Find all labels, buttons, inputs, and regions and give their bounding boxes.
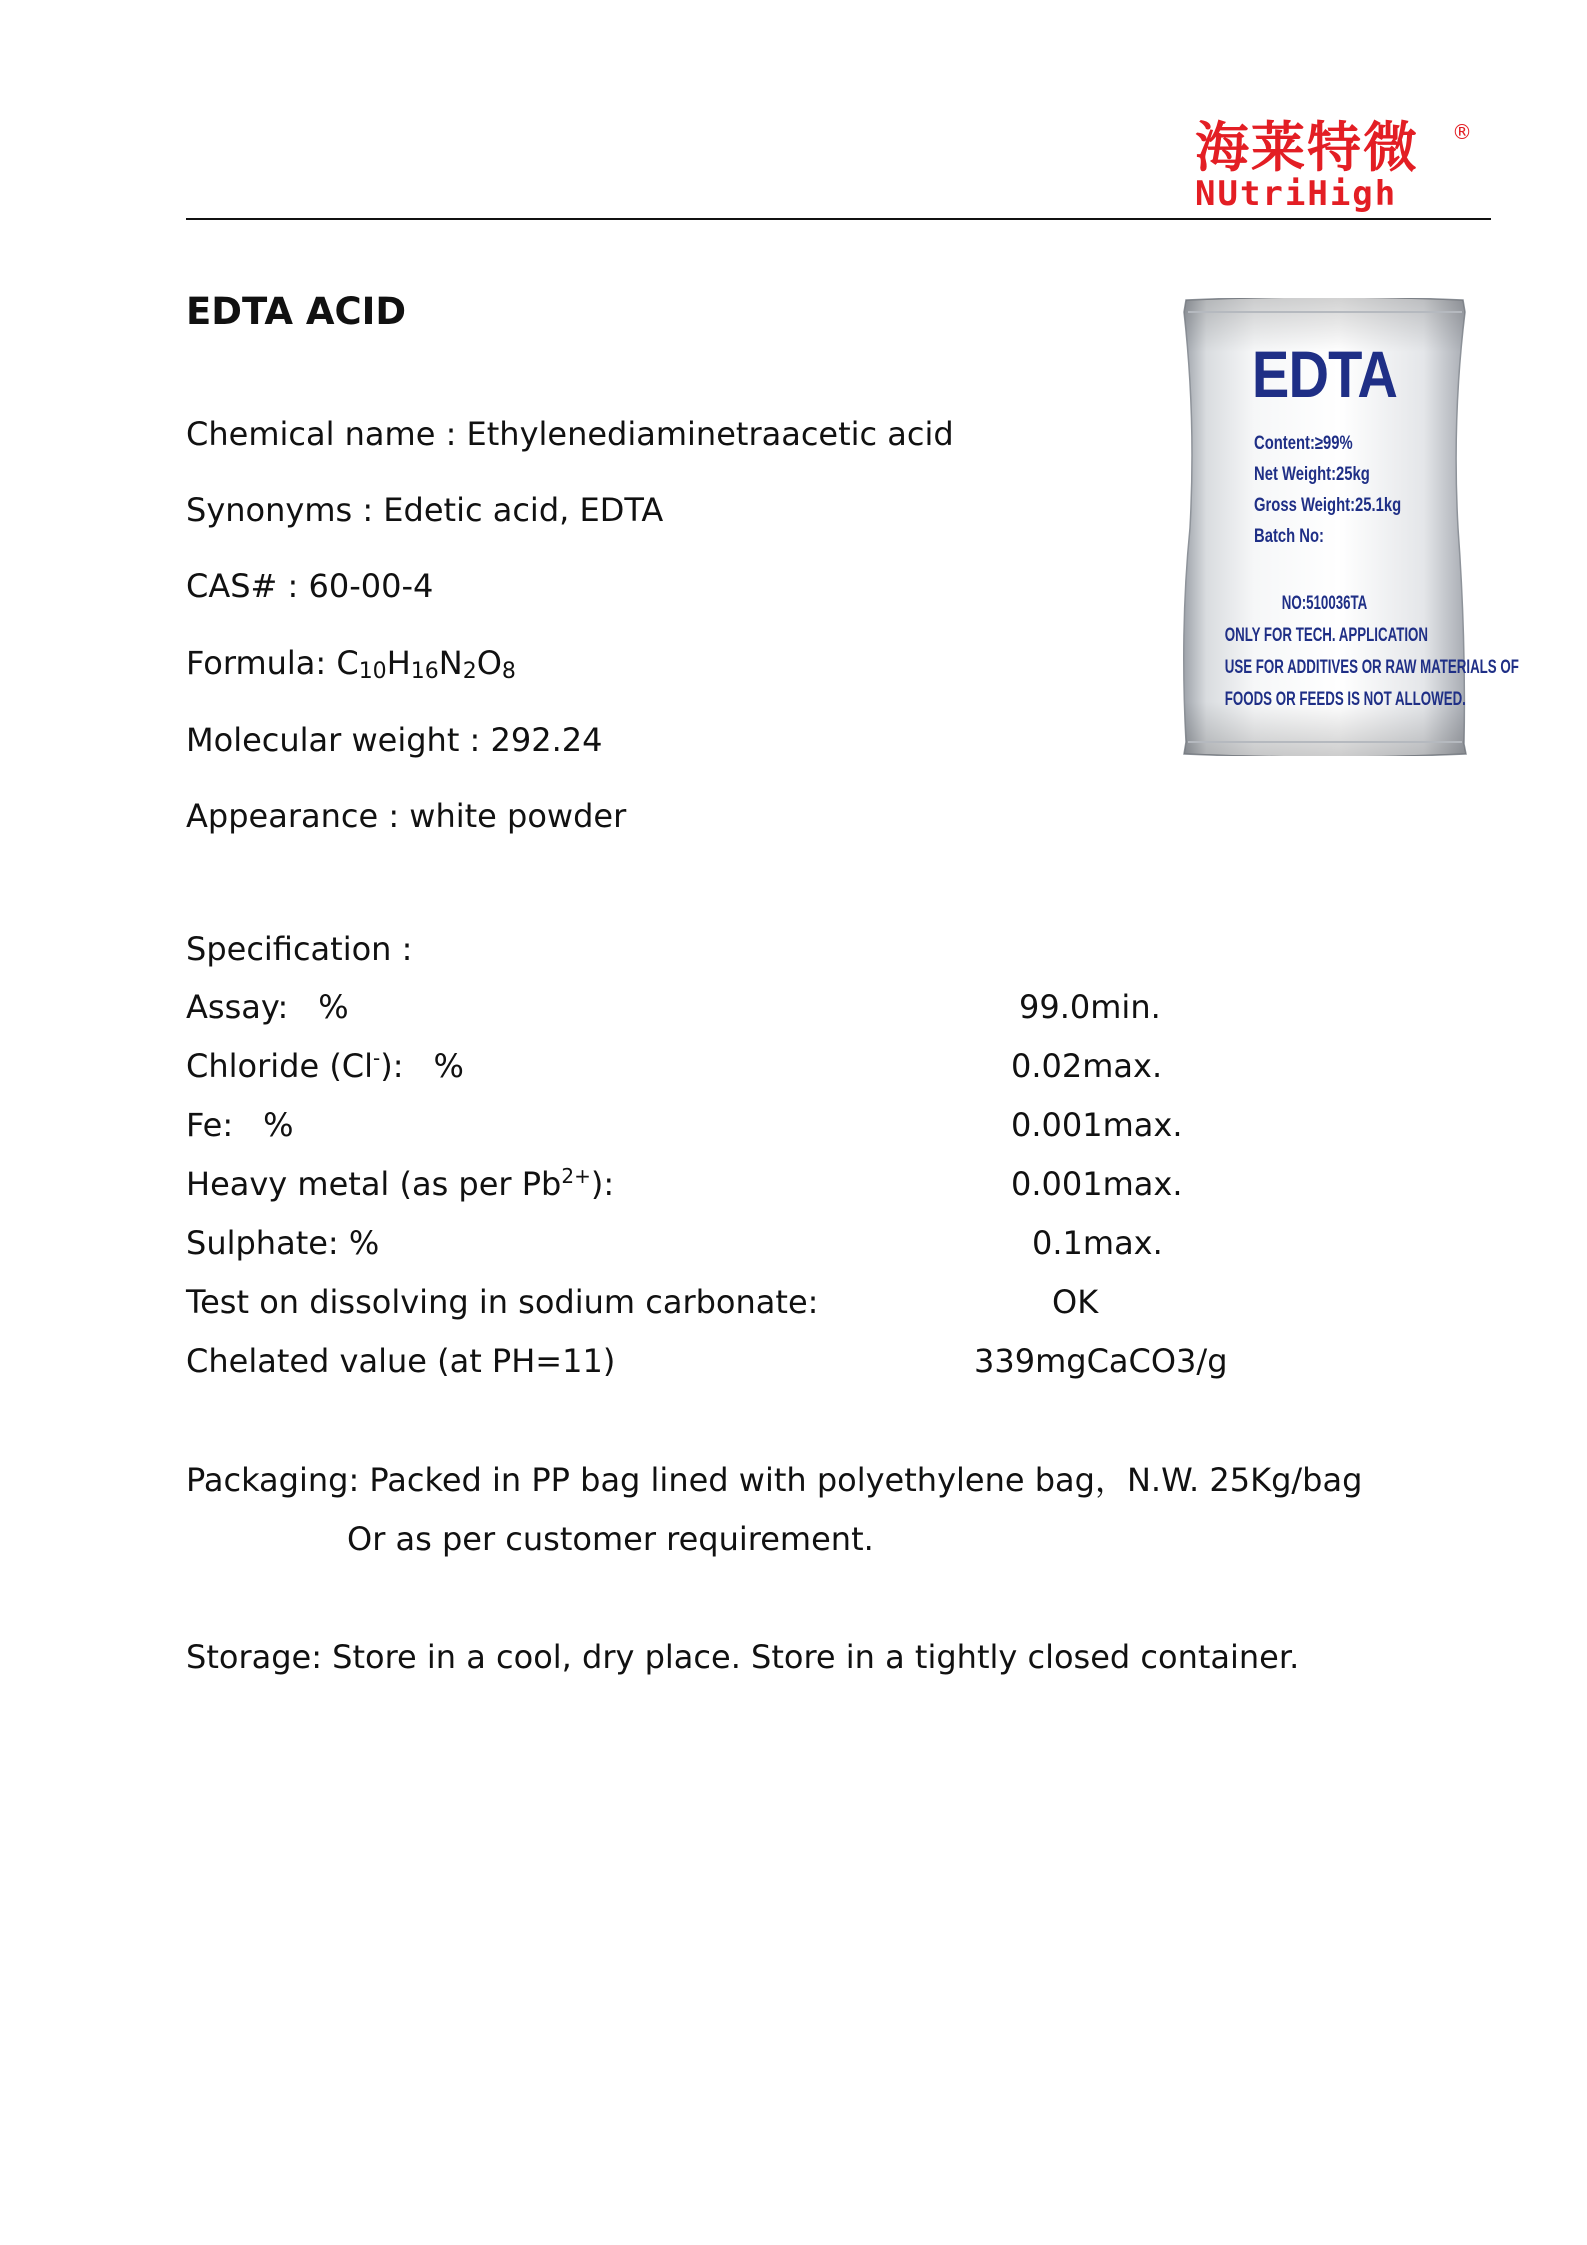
spec-label-text: Assay: <box>186 988 289 1026</box>
spec-label-text: ): <box>590 1165 615 1203</box>
bag-batch: Batch No: <box>1254 526 1324 547</box>
formula-element: H <box>386 644 411 682</box>
spec-value-chelated-value: 339mgCaCO3/g <box>974 1342 1228 1380</box>
header-divider <box>186 218 1491 220</box>
spec-label-sulphate: Sulphate: % <box>186 1224 380 1262</box>
chemical-name: Chemical name : Ethylenediaminetraacetic acid <box>186 415 954 453</box>
formula-element: N <box>438 644 463 682</box>
molecular-weight: Molecular weight : 292.24 <box>186 721 603 759</box>
formula-label: Formula: <box>186 644 337 682</box>
spec-superscript: 2+ <box>561 1164 591 1188</box>
spec-label-heavy-metal <box>186 1164 614 1204</box>
logo-chinese-text: 海莱特微 <box>1195 116 1419 179</box>
spec-unit: % <box>433 1047 464 1085</box>
packaging-alternative: Or as per customer requirement. <box>347 1520 874 1558</box>
bag-notes <box>1182 588 1519 716</box>
registered-mark: ® <box>1452 120 1472 144</box>
formula-element: C <box>336 644 359 682</box>
bag-lot: NO:510036TA <box>1281 593 1368 614</box>
logo-english-text: NUtriHigh <box>1195 174 1398 214</box>
cas-number: CAS# : 60-00-4 <box>186 567 434 605</box>
spec-label-assay <box>186 987 349 1027</box>
bag-info <box>1254 428 1401 552</box>
spec-label-text: Chloride (Cl <box>186 1047 374 1085</box>
spec-label-text: Fe: <box>186 1106 234 1144</box>
spec-value-sulphate: 0.1max. <box>1032 1224 1163 1262</box>
product-bag-image <box>1182 298 1519 756</box>
bag-note-1: ONLY FOR TECH. APPLICATION <box>1224 625 1428 646</box>
spec-value-iron: 0.001max. <box>1011 1106 1183 1144</box>
spec-label-chloride <box>186 1046 464 1086</box>
spec-value-heavy-metal: 0.001max. <box>1011 1165 1183 1203</box>
formula-subscript: 2 <box>462 659 477 684</box>
bag-net-weight: Net Weight:25kg <box>1254 464 1370 485</box>
bag-title: EDTA <box>1251 337 1398 411</box>
packaging-line: Packaging: Packed in PP bag lined with polyethylene bag，N.W. 25Kg/bag <box>186 1461 1363 1499</box>
specification-heading: Specification : <box>186 930 413 968</box>
spec-unit: % <box>263 1106 294 1144</box>
formula <box>186 643 516 692</box>
bag-note-2: USE FOR ADDITIVES OR RAW MATERIALS OF <box>1224 657 1519 678</box>
company-logo <box>1175 118 1475 218</box>
bag-note-3: FOODS OR FEEDS IS NOT ALLOWED. <box>1224 689 1466 710</box>
spec-label-text: ): <box>380 1047 404 1085</box>
bag-content: Content:≥99% <box>1254 433 1353 454</box>
spec-value-assay: 99.0min. <box>1019 988 1161 1026</box>
spec-label-dissolving-test: Test on dissolving in sodium carbonate: <box>186 1283 819 1321</box>
appearance: Appearance : white powder <box>186 797 627 835</box>
spec-label-chelated-value: Chelated value (at PH=11) <box>186 1342 616 1380</box>
storage: Storage: Store in a cool, dry place. Store in a tightly closed container. <box>186 1638 1300 1676</box>
formula-element: O <box>476 644 502 682</box>
bag-gross-weight: Gross Weight:25.1kg <box>1254 495 1402 516</box>
spec-superscript: - <box>373 1046 381 1070</box>
formula-subscript: 16 <box>410 659 439 684</box>
synonyms: Synonyms : Edetic acid, EDTA <box>186 491 664 529</box>
spec-value-dissolving-test: OK <box>1052 1283 1099 1321</box>
formula-subscript: 10 <box>358 659 387 684</box>
page-title: EDTA ACID <box>186 290 407 333</box>
spec-label-iron <box>186 1105 294 1145</box>
spec-label-text: Heavy metal (as per Pb <box>186 1165 562 1203</box>
formula-subscript: 8 <box>501 659 516 684</box>
spec-value-chloride: 0.02max. <box>1011 1047 1163 1085</box>
spec-unit: % <box>318 988 349 1026</box>
